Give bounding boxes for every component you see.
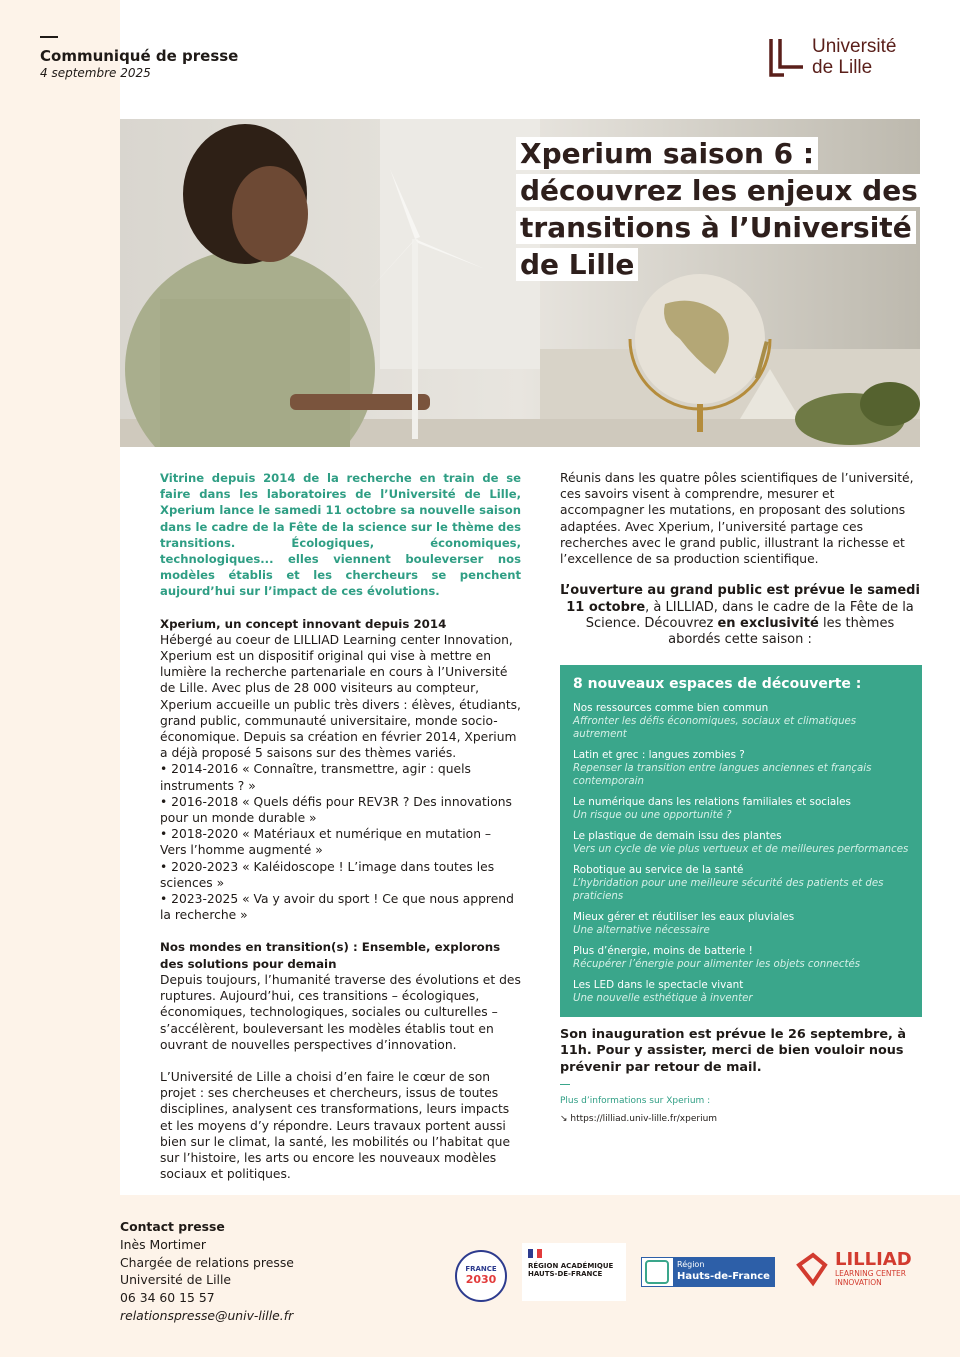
space-title: Plus d’énergie, moins de batterie ! bbox=[573, 944, 753, 957]
space-item bbox=[573, 830, 909, 856]
space-item bbox=[573, 945, 909, 971]
lilliad-line3: INNOVATION bbox=[835, 1278, 882, 1287]
header-title: Communiqué de presse bbox=[40, 47, 239, 65]
intro-paragraph: Vitrine depuis 2014 de la recherche en train de se faire dans les laboratoires de l’Université de Lille, Xperium lance le samedi 11 octobre sa nouvelle saison dans le cadre de la Fête de la science sur le thème des transitions. Écologiques, économiques, technologiques... elles viennent bouleverser nos modèles établis et les chercheurs se penchent aujourd’hui sur l’impact de ces évolutions. bbox=[160, 471, 521, 599]
season-item: • 2016-2018 « Quels défis pour REV3R ? Des innovations pour un monde durable » bbox=[160, 794, 521, 826]
france2030-line1: FRANCE bbox=[465, 1265, 497, 1273]
hero-title-text: Xperium saison 6 : découvrez les enjeux des transitions à l’Université de Lille bbox=[516, 137, 920, 281]
contact-title: Contact presse bbox=[120, 1219, 225, 1234]
opening-bold2: en exclusivité bbox=[717, 615, 819, 631]
seasons-list bbox=[160, 761, 521, 923]
lilliad-logo bbox=[795, 1250, 912, 1287]
region-academique-logo bbox=[522, 1243, 626, 1301]
paragraph-spacer bbox=[160, 1053, 521, 1069]
header-date: 4 septembre 2025 bbox=[40, 66, 151, 80]
space-subtitle: Affronter les défis économiques, sociaux et climatiques autrement bbox=[573, 715, 857, 740]
space-item bbox=[573, 796, 909, 822]
season-item: • 2020-2023 « Kaléidoscope ! L’image dans toutes les sciences » bbox=[160, 859, 521, 891]
space-subtitle: L’hybridation pour une meilleure sécurité des patients et des praticiens bbox=[573, 877, 884, 902]
hdf-line1: Région bbox=[677, 1260, 705, 1269]
university-logo-icon bbox=[768, 37, 806, 77]
space-subtitle: Une nouvelle esthétique à inventer bbox=[573, 992, 753, 1004]
university-logo bbox=[768, 36, 896, 78]
lilliad-emblem-icon bbox=[795, 1251, 829, 1287]
space-title: Le numérique dans les relations familiales et sociales bbox=[573, 795, 851, 808]
space-item bbox=[573, 702, 909, 741]
space-item bbox=[573, 749, 909, 788]
france2030-line2: 2030 bbox=[465, 1273, 497, 1286]
space-subtitle: Vers un cycle de vie plus vertueux et de meilleures performances bbox=[573, 843, 909, 855]
region-acad-line1: RÉGION ACADÉMIQUE bbox=[528, 1262, 614, 1270]
space-title: Les LED dans le spectacle vivant bbox=[573, 978, 744, 991]
lilliad-line2: LEARNING CENTER bbox=[835, 1269, 907, 1278]
opening-bold1: L’ouverture au grand public est prévue le samedi 11 octobre bbox=[560, 583, 920, 615]
contact-phone: 06 34 60 15 57 bbox=[120, 1290, 215, 1306]
hdf-line2: Hauts-de-France bbox=[677, 1271, 770, 1282]
space-subtitle: Repenser la transition entre langues anciennes et français contemporain bbox=[573, 762, 872, 787]
marianne-flag-icon bbox=[528, 1249, 542, 1258]
section2-heading: Nos mondes en transition(s) : Ensemble, explorons des solutions pour demain bbox=[160, 940, 501, 971]
region-acad-line2: HAUTS-DE-FRANCE bbox=[528, 1270, 603, 1278]
contact-role: Chargée de relations presse bbox=[120, 1254, 294, 1270]
opening-announcement bbox=[560, 583, 920, 648]
space-subtitle: Récupérer l’énergie pour alimenter les objets connectés bbox=[573, 958, 861, 970]
space-title: Le plastique de demain issu des plantes bbox=[573, 829, 782, 842]
space-title: Mieux gérer et réutiliser les eaux pluviales bbox=[573, 910, 795, 923]
space-title: Latin et grec : langues zombies ? bbox=[573, 748, 745, 761]
discovery-spaces-box bbox=[560, 665, 922, 1016]
space-item bbox=[573, 864, 909, 903]
more-info-dash bbox=[560, 1084, 570, 1085]
space-subtitle: Une alternative nécessaire bbox=[573, 924, 710, 936]
space-item bbox=[573, 979, 909, 1005]
opening-text2: les thèmes abordés cette saison : bbox=[668, 615, 895, 648]
lilliad-line1: LILLIAD bbox=[835, 1249, 912, 1270]
right-body1: Réunis dans les quatre pôles scientifiques de l’université, ces savoirs visent à comprendre, mesurer et accompagner les mutations, en proposant des solutions adaptées. Avec Xperium, l’université partage ces recherches avec le grand public, illustrant la richesse et l’excellence de sa production scientifique. bbox=[560, 471, 914, 567]
space-title: Nos ressources comme bien commun bbox=[573, 701, 769, 714]
contact-email[interactable]: relationspresse@univ-lille.fr bbox=[120, 1307, 294, 1323]
xperium-link-text[interactable]: https://lilliad.univ-lille.fr/xperium bbox=[570, 1114, 718, 1125]
section1-heading: Xperium, un concept innovant depuis 2014 bbox=[160, 616, 447, 631]
france2030-logo bbox=[455, 1250, 507, 1302]
space-title: Robotique au service de la santé bbox=[573, 863, 744, 876]
space-subtitle: Un risque ou une opportunité ? bbox=[573, 809, 732, 821]
opening-text1: , à LILLIAD, dans le cadre de la Fête de la Science. Découvrez bbox=[585, 599, 914, 631]
logo-line2: de Lille bbox=[812, 57, 873, 78]
right-column bbox=[560, 470, 920, 1128]
season-item: • 2014-2016 « Connaître, transmettre, agir : quels instruments ? » bbox=[160, 761, 521, 793]
section2-body1: Depuis toujours, l’humanité traverse des évolutions et des ruptures. Aujourd’hui, ces transitions – écologiques, économiques, technologiques, sociales ou culturelles – s’accélèrent, bouleversant les modèles établis tout en ouvrant de nouvelles perspectives d’innovation. bbox=[160, 972, 521, 1052]
section2-body2: L’Université de Lille a choisi d’en faire le cœur de son projet : ses chercheuses et chercheurs, issus de toutes disciplines, analysent ces transformations, leurs impacts et les moyens d’y répondre. Leurs travaux portent aussi bien sur le climat, la santé, les mobilités ou l’habitat que sur l’histoire, les arts ou encore les nouveaux modèles sociaux et politiques. bbox=[160, 1069, 511, 1182]
season-item: • 2018-2020 « Matériaux et numérique en mutation – Vers l’homme augmenté » bbox=[160, 826, 521, 858]
discovery-box-title: 8 nouveaux espaces de découverte : bbox=[573, 676, 862, 693]
contact-name: Inès Mortimer bbox=[120, 1236, 206, 1252]
hdf-map-icon bbox=[645, 1260, 669, 1284]
contact-org: Université de Lille bbox=[120, 1272, 232, 1288]
hero-title bbox=[516, 135, 920, 283]
logo-line1: Université bbox=[812, 36, 897, 57]
season-item: • 2023-2025 « Va y avoir du sport ! Ce que nous apprend la recherche » bbox=[160, 891, 521, 923]
press-contact bbox=[120, 1218, 294, 1325]
hero-image bbox=[120, 119, 920, 447]
left-column bbox=[160, 470, 521, 1182]
xperium-link[interactable] bbox=[560, 1111, 920, 1127]
header-dash bbox=[40, 36, 58, 38]
section1-body: Hébergé au coeur de LILLIAD Learning center Innovation, Xperium est un dispositif original qui vise à mettre en lumière la recherche partenariale en cours à l’Université de Lille. Avec plus de 28 000 visiteurs au compteur, Xperium accueille un public très divers : élèves, étudiants, grand public, communauté universitaire, monde socio-économique. Depuis sa création en février 2014, Xperium a déjà proposé 5 saisons sur des thèmes variés. bbox=[160, 632, 521, 761]
link-arrow-icon: ↘ bbox=[560, 1114, 571, 1125]
more-info-label: Plus d’informations sur Xperium : bbox=[560, 1096, 711, 1107]
space-item bbox=[573, 911, 909, 937]
hauts-de-france-logo bbox=[641, 1257, 775, 1287]
inauguration-notice: Son inauguration est prévue le 26 septembre, à 11h. Pour y assister, merci de bien vouloir nous prévenir par retour de mail. bbox=[560, 1026, 906, 1075]
